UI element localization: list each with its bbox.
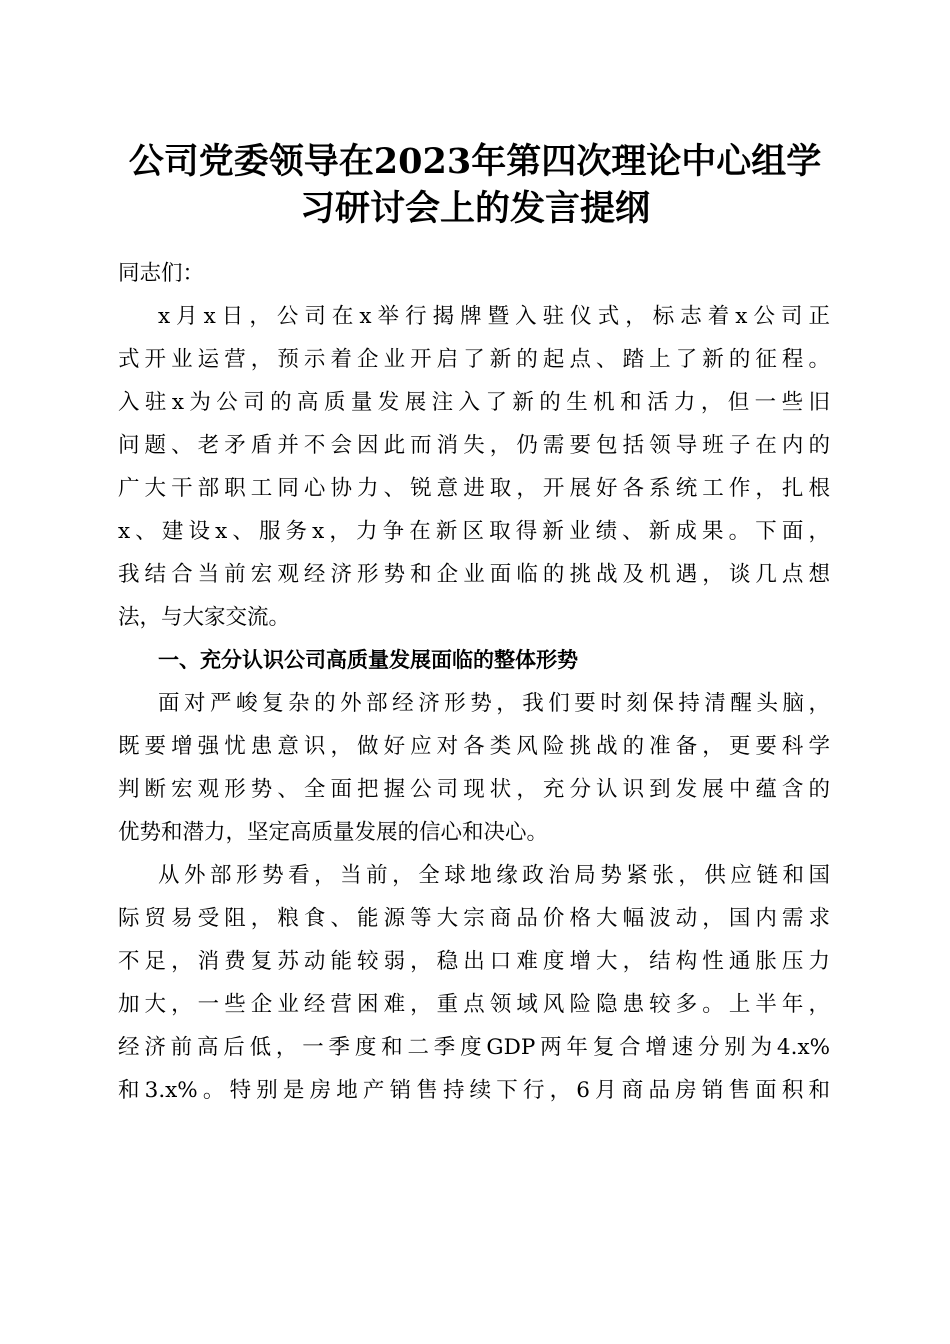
paragraph-1 [118,295,830,639]
paragraph-line: x、建设x、服务x，力争在新区取得新业绩、新成果。下面， [118,519,830,544]
paragraph-line: 面对严峻复杂的外部经济形势，我们要时刻保持清醒头脑， [158,691,830,716]
section-heading-1: 一、充分认识公司高质量发展面临的整体形势 [158,648,578,672]
paragraph-line: x月x日，公司在x举行揭牌暨入驻仪式，标志着x公司正 [158,304,830,329]
paragraph-line: 法，与大家交流。 [118,605,291,630]
document-body [118,252,830,1112]
paragraph-2 [118,682,830,854]
paragraph-line: 问题、老矛盾并不会因此而消失，仍需要包括领导班子在内的 [118,433,830,458]
paragraph-line: 判断宏观形势、全面把握公司现状，充分认识到发展中蕴含的 [118,777,830,802]
title-line-1: 公司党委领导在2023年第四次理论中心组学 [128,141,822,182]
paragraph-3 [118,854,830,1112]
paragraph-line: 不足，消费复苏动能较弱，稳出口难度增大，结构性通胀压力 [118,949,830,974]
paragraph-line: 经济前高后低，一季度和二季度GDP两年复合增速分别为4.x% [118,1035,830,1060]
paragraph-line: 加大，一些企业经营困难，重点领域风险隐患较多。上半年， [118,992,830,1017]
paragraph-line: 既要增强忧患意识，做好应对各类风险挑战的准备，更要科学 [118,734,830,759]
paragraph-line: 入驻x为公司的高质量发展注入了新的生机和活力，但一些旧 [118,390,830,415]
document-title [110,138,840,232]
paragraph-line: 和3.x%。特别是房地产销售持续下行，6月商品房销售面积和 [118,1078,830,1103]
paragraph-line: 际贸易受阻，粮食、能源等大宗商品价格大幅波动，国内需求 [118,906,830,931]
paragraph-line: 式开业运营，预示着企业开启了新的起点、踏上了新的征程。 [118,347,830,372]
paragraph-line: 优势和潜力，坚定高质量发展的信心和决心。 [118,820,549,845]
paragraph-line: 广大干部职工同心协力、锐意进取，开展好各系统工作，扎根 [118,476,830,501]
salutation: 同志们： [118,261,205,286]
title-line-2: 习研讨会上的发言提纲 [299,188,650,229]
paragraph-line: 我结合当前宏观经济形势和企业面临的挑战及机遇，谈几点想 [118,562,830,587]
paragraph-line: 从外部形势看，当前，全球地缘政治局势紧张，供应链和国 [158,863,830,888]
